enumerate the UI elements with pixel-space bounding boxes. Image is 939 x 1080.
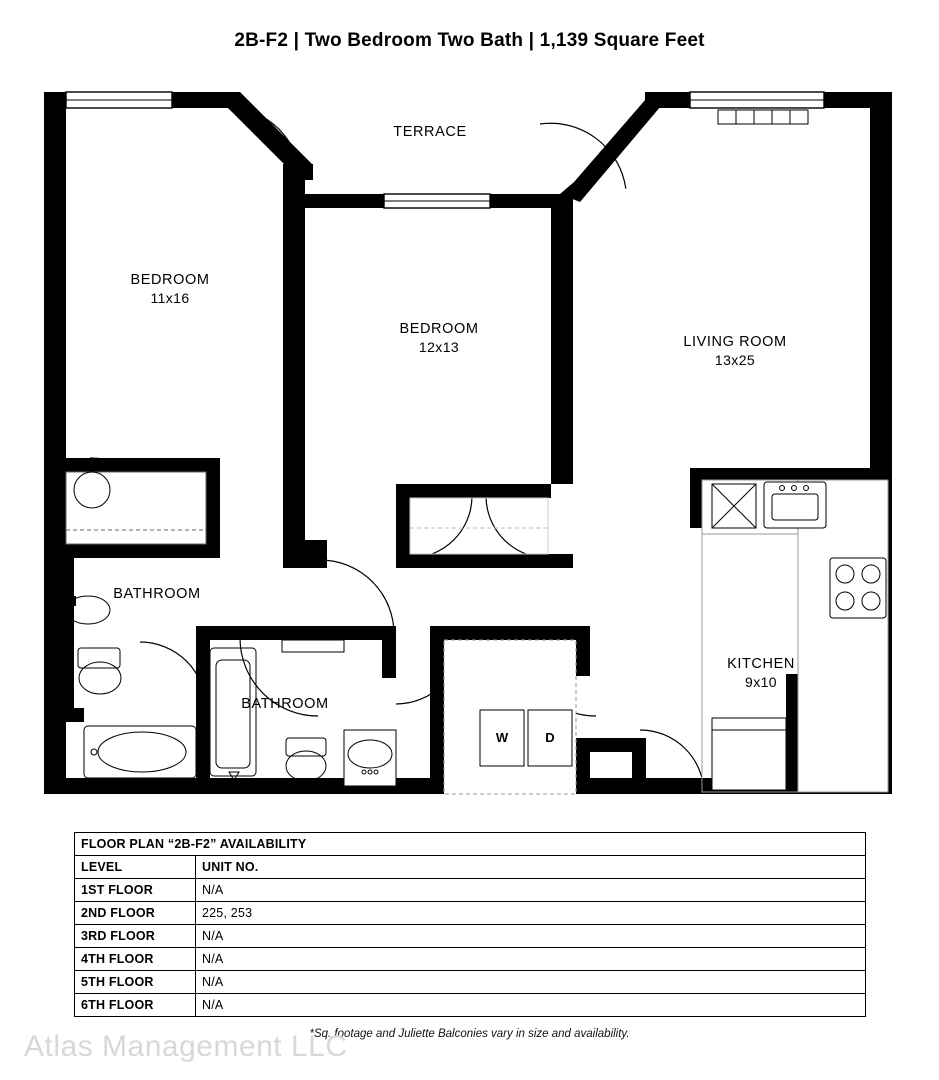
- footnote-text: *Sq. footage and Juliette Balconies vary in size and availability.: [309, 1028, 630, 1040]
- availability-table: [74, 832, 866, 1017]
- room-label-bedroom-2: BEDROOM 12x13: [399, 321, 479, 355]
- level-cell: 4TH FLOOR: [75, 948, 196, 971]
- level-cell: 1ST FLOOR: [75, 879, 196, 902]
- dryer-label: D: [545, 730, 555, 745]
- units-cell: 225, 253: [196, 902, 866, 925]
- column-header-unit-no: UNIT NO.: [196, 856, 866, 879]
- table-header-row: [75, 856, 866, 879]
- units-cell: N/A: [196, 879, 866, 902]
- table-row: [75, 971, 866, 994]
- room-label-kitchen: KITCHEN 9x10: [727, 656, 795, 690]
- units-cell: N/A: [196, 994, 866, 1017]
- floor-plan-svg: [0, 78, 939, 808]
- level-cell: 5TH FLOOR: [75, 971, 196, 994]
- washer-label: W: [495, 730, 509, 745]
- table-title-row: [75, 833, 866, 856]
- room-label-bedroom-1: BEDROOM 11x16: [130, 272, 210, 306]
- room-label-bathroom-1: BATHROOM: [113, 586, 201, 602]
- level-cell: 6TH FLOOR: [75, 994, 196, 1017]
- room-label-terrace: TERRACE: [393, 124, 467, 140]
- table-row: [75, 879, 866, 902]
- table-row: [75, 948, 866, 971]
- level-cell: 2ND FLOOR: [75, 902, 196, 925]
- table-row: [75, 994, 866, 1017]
- floor-plan-drawing: [0, 78, 939, 808]
- page-title: 2B-F2 | Two Bedroom Two Bath | 1,139 Square Feet: [234, 30, 705, 51]
- units-cell: N/A: [196, 948, 866, 971]
- units-cell: N/A: [196, 925, 866, 948]
- room-label-bathroom-2: BATHROOM: [241, 696, 329, 712]
- level-cell: 3RD FLOOR: [75, 925, 196, 948]
- column-header-level: LEVEL: [75, 856, 196, 879]
- units-cell: N/A: [196, 971, 866, 994]
- table-row: [75, 902, 866, 925]
- room-label-living-room: LIVING ROOM 13x25: [683, 334, 787, 368]
- table-row: [75, 925, 866, 948]
- watermark-text: Atlas Management LLC: [24, 1030, 348, 1063]
- availability-title: FLOOR PLAN “2B-F2” AVAILABILITY: [75, 833, 866, 856]
